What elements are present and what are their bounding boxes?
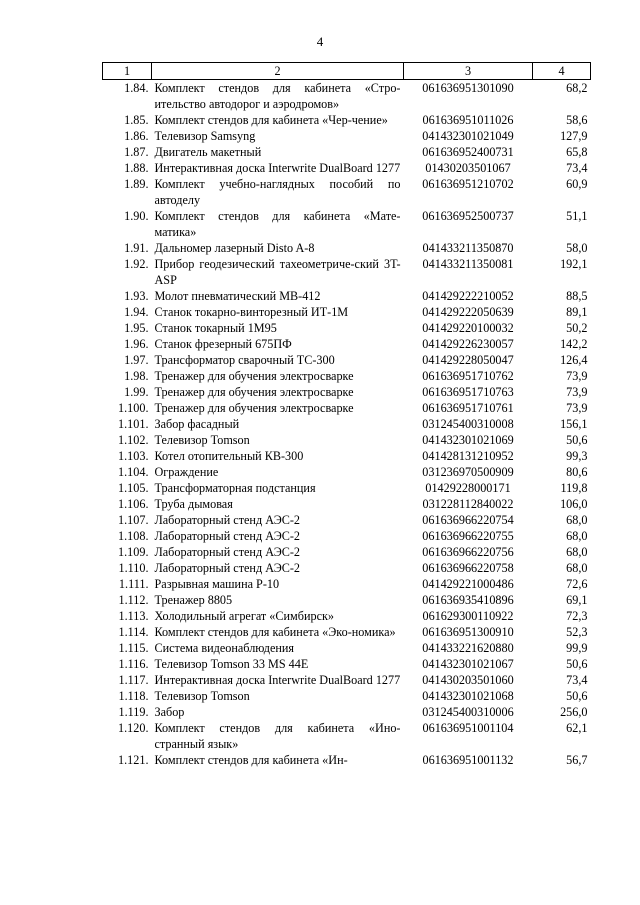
row-number: 1.89. [124, 177, 149, 191]
item-name: Тренажер для обучения электросварке [154, 385, 354, 399]
inventory-code: 061636951301090 [422, 81, 514, 95]
item-name: Тренажер 8805 [154, 593, 233, 607]
item-value: 88,5 [566, 289, 588, 303]
row-number: 1.117. [118, 673, 149, 687]
inventory-code: 01430203501067 [425, 161, 511, 175]
item-name: Забор [154, 705, 185, 719]
row-number: 1.106. [118, 497, 149, 511]
row-number: 1.99. [124, 385, 149, 399]
row-number: 1.112. [118, 593, 149, 607]
table-row [103, 256, 591, 288]
row-number: 1.87. [124, 145, 149, 159]
table-row [103, 608, 591, 624]
item-name: Комплект стендов для кабинета «Ин- [154, 753, 348, 767]
item-value: 256,0 [560, 705, 588, 719]
table-row [103, 480, 591, 496]
item-name: Лабораторный стенд АЭС-2 [154, 513, 301, 527]
item-name: Разрывная машина Р-10 [154, 577, 280, 591]
table-row [103, 208, 591, 240]
item-name: Комплект стендов для кабинета «Стро-ительство автодорог и аэродромов» [154, 81, 401, 111]
table-row [103, 336, 591, 352]
row-number: 1.97. [124, 353, 149, 367]
table-row [103, 160, 591, 176]
table-row [103, 464, 591, 480]
table-row [103, 320, 591, 336]
inventory-code: 061636951001132 [422, 753, 514, 767]
item-value: 68,0 [566, 513, 588, 527]
row-number: 1.119. [118, 705, 149, 719]
row-number: 1.110. [118, 561, 149, 575]
item-value: 58,0 [566, 241, 588, 255]
table-row [103, 400, 591, 416]
inventory-code: 061636966220758 [422, 561, 514, 575]
item-value: 56,7 [566, 753, 588, 767]
item-name: Тренажер для обучения электросварке [154, 369, 354, 383]
inventory-code: 031245400310008 [422, 417, 514, 431]
item-name: Лабораторный стенд АЭС-2 [154, 561, 301, 575]
item-name: Холодильный агрегат «Симбирск» [154, 609, 335, 623]
item-name: Лабораторный стенд АЭС-2 [154, 529, 301, 543]
item-value: 68,0 [566, 529, 588, 543]
item-name: Котел отопительный КВ-300 [154, 449, 304, 463]
table-row [103, 544, 591, 560]
table-row [103, 512, 591, 528]
inventory-code: 061636951710761 [422, 401, 514, 415]
item-value: 99,9 [566, 641, 588, 655]
column-header-number: 1 [103, 63, 152, 80]
table-row [103, 640, 591, 656]
table-row [103, 752, 591, 768]
table-header-row [103, 63, 591, 80]
inventory-code: 041432301021067 [422, 657, 514, 671]
item-value: 50,6 [566, 689, 588, 703]
row-number: 1.92. [124, 257, 149, 271]
item-value: 50,6 [566, 657, 588, 671]
row-number: 1.102. [118, 433, 149, 447]
item-value: 65,8 [566, 145, 588, 159]
row-number: 1.105. [118, 481, 149, 495]
inventory-code: 061636966220755 [422, 529, 514, 543]
inventory-code: 061636951710762 [422, 369, 514, 383]
row-number: 1.86. [124, 129, 149, 143]
table-row [103, 576, 591, 592]
inventory-code: 031228112840022 [422, 497, 514, 511]
item-name: Комплект стендов для кабинета «Мате-матика» [154, 209, 401, 239]
item-value: 69,1 [566, 593, 588, 607]
item-value: 73,9 [566, 369, 588, 383]
column-header-value: 4 [533, 63, 591, 80]
inventory-code: 061636966220756 [422, 545, 514, 559]
item-name: Забор фасадный [154, 417, 240, 431]
table-row [103, 80, 591, 113]
item-value: 62,1 [566, 721, 588, 735]
item-name: Молот пневматический МВ-412 [154, 289, 321, 303]
inventory-code: 061636951210702 [422, 177, 514, 191]
table-row [103, 240, 591, 256]
item-value: 50,6 [566, 433, 588, 447]
table-row [103, 720, 591, 752]
item-value: 73,9 [566, 401, 588, 415]
item-name: Телевизор Tomson [154, 433, 250, 447]
item-name: Ограждение [154, 465, 219, 479]
row-number: 1.116. [118, 657, 149, 671]
table-row [103, 688, 591, 704]
item-name: Станок фрезерный 675ПФ [154, 337, 292, 351]
column-header-code: 3 [404, 63, 533, 80]
item-name: Система видеонаблюдения [154, 641, 295, 655]
item-value: 119,8 [560, 481, 588, 495]
table-row [103, 144, 591, 160]
inventory-code: 061636935410896 [422, 593, 514, 607]
item-value: 68,0 [566, 545, 588, 559]
inventory-code: 041433211350870 [422, 241, 514, 255]
item-name: Трансформатор сварочный ТС-300 [154, 353, 335, 367]
table-row [103, 288, 591, 304]
item-value: 72,3 [566, 609, 588, 623]
table-row [103, 368, 591, 384]
inventory-code: 041433211350081 [422, 257, 514, 271]
item-value: 126,4 [560, 353, 588, 367]
item-value: 73,4 [566, 161, 588, 175]
row-number: 1.85. [124, 113, 149, 127]
table-row [103, 128, 591, 144]
inventory-code: 041429222050639 [422, 305, 514, 319]
inventory-code: 061636951300910 [422, 625, 514, 639]
inventory-code: 061636966220754 [422, 513, 514, 527]
table-row [103, 416, 591, 432]
inventory-code: 01429228000171 [425, 481, 511, 495]
inventory-code: 061636952400731 [422, 145, 514, 159]
item-value: 99,3 [566, 449, 588, 463]
table-row [103, 432, 591, 448]
inventory-code: 041432301021069 [422, 433, 514, 447]
row-number: 1.84. [124, 81, 149, 95]
row-number: 1.101. [118, 417, 149, 431]
row-number: 1.109. [118, 545, 149, 559]
row-number: 1.103. [118, 449, 149, 463]
item-name: Интерактивная доска Interwrite DualBoard 1277 [154, 673, 401, 687]
row-number: 1.95. [124, 321, 149, 335]
table-row [103, 704, 591, 720]
table-row [103, 672, 591, 688]
item-value: 60,9 [566, 177, 588, 191]
item-value: 127,9 [560, 129, 588, 143]
item-name: Лабораторный стенд АЭС-2 [154, 545, 301, 559]
item-value: 89,1 [566, 305, 588, 319]
row-number: 1.118. [118, 689, 149, 703]
item-name: Прибор геодезический тахеометриче-ский 3T-ASP [154, 257, 401, 287]
inventory-code: 041429226230057 [422, 337, 514, 351]
table-row [103, 384, 591, 400]
inventory-code: 061636951011026 [422, 113, 514, 127]
item-value: 50,2 [566, 321, 588, 335]
table-row [103, 656, 591, 672]
table-row [103, 592, 591, 608]
table-row [103, 496, 591, 512]
item-name: Трансформаторная подстанция [154, 481, 316, 495]
item-name: Станок токарный 1М95 [154, 321, 277, 335]
row-number: 1.93. [124, 289, 149, 303]
item-name: Интерактивная доска Interwrite DualBoard 1277 [154, 161, 401, 175]
item-value: 73,9 [566, 385, 588, 399]
table-row [103, 560, 591, 576]
item-name: Комплект учебно-наглядных пособий по автоделу [154, 177, 401, 207]
table-row [103, 304, 591, 320]
item-name: Телевизор Tomson [154, 689, 250, 703]
item-name: Станок токарно-винторезный ИТ-1М [154, 305, 349, 319]
item-value: 106,0 [560, 497, 588, 511]
table-row [103, 528, 591, 544]
page-number: 4 [316, 34, 324, 49]
item-value: 156,1 [560, 417, 588, 431]
inventory-code: 061636952500737 [422, 209, 514, 223]
inventory-code: 061636951001104 [422, 721, 514, 735]
item-name: Телевизор Tomson 33 MS 44E [154, 657, 309, 671]
row-number: 1.115. [118, 641, 149, 655]
inventory-code: 031245400310006 [422, 705, 514, 719]
row-number: 1.107. [118, 513, 149, 527]
row-number: 1.96. [124, 337, 149, 351]
inventory-code: 041433221620880 [422, 641, 514, 655]
inventory-code: 041429228050047 [422, 353, 514, 367]
item-name: Дальномер лазерный Disto A-8 [154, 241, 315, 255]
item-name: Телевизор Samsyng [154, 129, 256, 143]
inventory-table [102, 62, 591, 768]
inventory-code: 041428131210952 [422, 449, 514, 463]
table-row [103, 624, 591, 640]
row-number: 1.111. [118, 577, 149, 591]
inventory-code: 061629300110922 [422, 609, 514, 623]
column-header-name: 2 [152, 63, 404, 80]
item-value: 72,6 [566, 577, 588, 591]
row-number: 1.104. [118, 465, 149, 479]
inventory-code: 041432301021049 [422, 129, 514, 143]
row-number: 1.88. [124, 161, 149, 175]
row-number: 1.121. [118, 753, 149, 767]
inventory-code: 041429221000486 [422, 577, 514, 591]
item-value: 73,4 [566, 673, 588, 687]
table-row [103, 352, 591, 368]
item-name: Комплект стендов для кабинета «Эко-номика» [154, 625, 396, 639]
item-value: 192,1 [560, 257, 588, 271]
item-name: Двигатель макетный [154, 145, 262, 159]
row-number: 1.120. [118, 721, 149, 735]
item-value: 68,2 [566, 81, 588, 95]
table-row [103, 112, 591, 128]
item-name: Труба дымовая [154, 497, 233, 511]
inventory-code: 041430203501060 [422, 673, 514, 687]
inventory-code: 041432301021068 [422, 689, 514, 703]
item-value: 52,3 [566, 625, 588, 639]
item-value: 142,2 [560, 337, 588, 351]
table-row [103, 448, 591, 464]
item-value: 68,0 [566, 561, 588, 575]
inventory-code: 031236970500909 [422, 465, 514, 479]
inventory-code: 041429222210052 [422, 289, 514, 303]
item-value: 80,6 [566, 465, 588, 479]
inventory-code: 061636951710763 [422, 385, 514, 399]
row-number: 1.90. [124, 209, 149, 223]
row-number: 1.100. [118, 401, 149, 415]
table-row [103, 176, 591, 208]
row-number: 1.114. [118, 625, 149, 639]
row-number: 1.98. [124, 369, 149, 383]
inventory-code: 041429220100032 [422, 321, 514, 335]
item-name: Тренажер для обучения электросварке [154, 401, 354, 415]
item-value: 51,1 [566, 209, 588, 223]
item-name: Комплект стендов для кабинета «Чер-чение» [154, 113, 388, 127]
row-number: 1.113. [118, 609, 149, 623]
table-body [103, 80, 591, 769]
item-name: Комплект стендов для кабинета «Ино-странный язык» [154, 721, 401, 751]
row-number: 1.91. [124, 241, 149, 255]
row-number: 1.94. [124, 305, 149, 319]
row-number: 1.108. [118, 529, 149, 543]
item-value: 58,6 [566, 113, 588, 127]
